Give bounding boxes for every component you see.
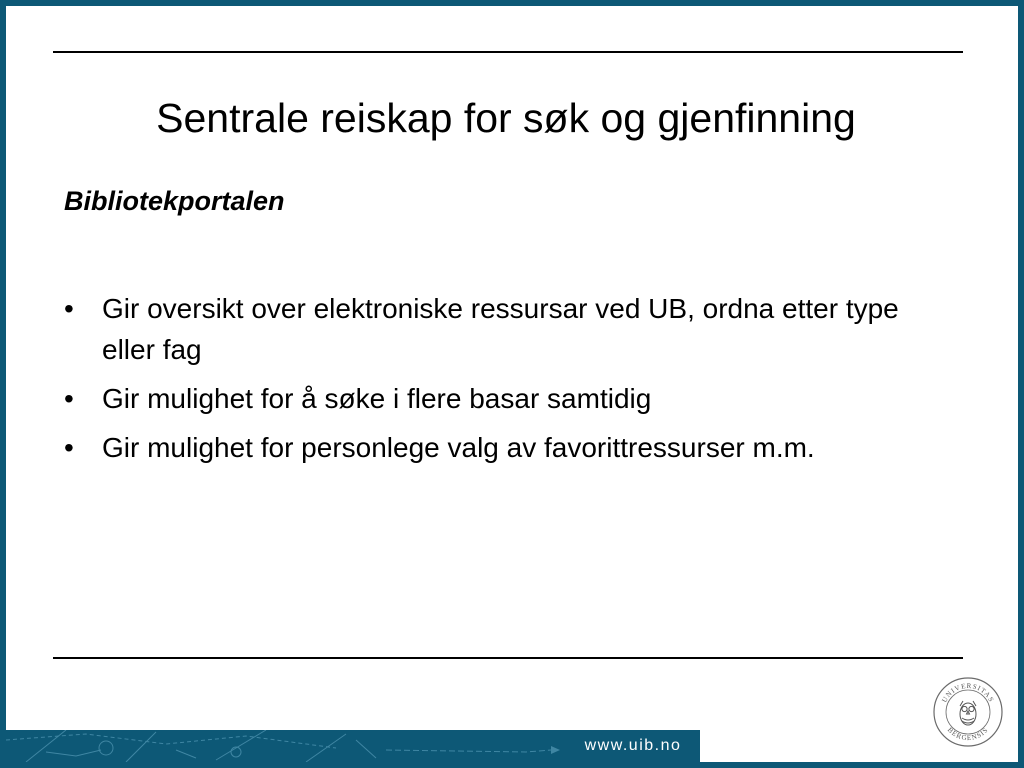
bullet-item bbox=[64, 288, 944, 370]
university-seal-logo bbox=[932, 676, 1004, 748]
bullet-marker: • bbox=[64, 383, 74, 414]
svg-text:BERGENSIS: BERGENSIS bbox=[945, 725, 991, 743]
bullet-marker: • bbox=[64, 432, 74, 463]
slide-title: Sentrale reiskap for søk og gjenfinning bbox=[156, 95, 856, 141]
bullet-list bbox=[64, 288, 944, 476]
slide bbox=[6, 6, 1018, 762]
footer-url[interactable]: www.uib.no bbox=[566, 730, 700, 762]
bullet-text: Gir mulighet for personlege valg av favorittressurser m.m. bbox=[102, 432, 815, 463]
bullet-marker: • bbox=[64, 293, 74, 324]
bullet-text: Gir mulighet for å søke i flere basar samtidig bbox=[102, 383, 652, 414]
bullet-text: Gir oversikt over elektroniske ressursar ved UB, ordna etter type eller fag bbox=[102, 293, 899, 365]
slide-subtitle: Bibliotekportalen bbox=[64, 186, 285, 216]
arrow-head-icon bbox=[551, 746, 560, 754]
top-divider bbox=[53, 51, 963, 53]
bottom-divider bbox=[53, 657, 963, 659]
svg-text:UNIVERSITAS: UNIVERSITAS bbox=[940, 681, 996, 704]
bullet-item bbox=[64, 378, 944, 419]
bullet-item bbox=[64, 427, 944, 468]
